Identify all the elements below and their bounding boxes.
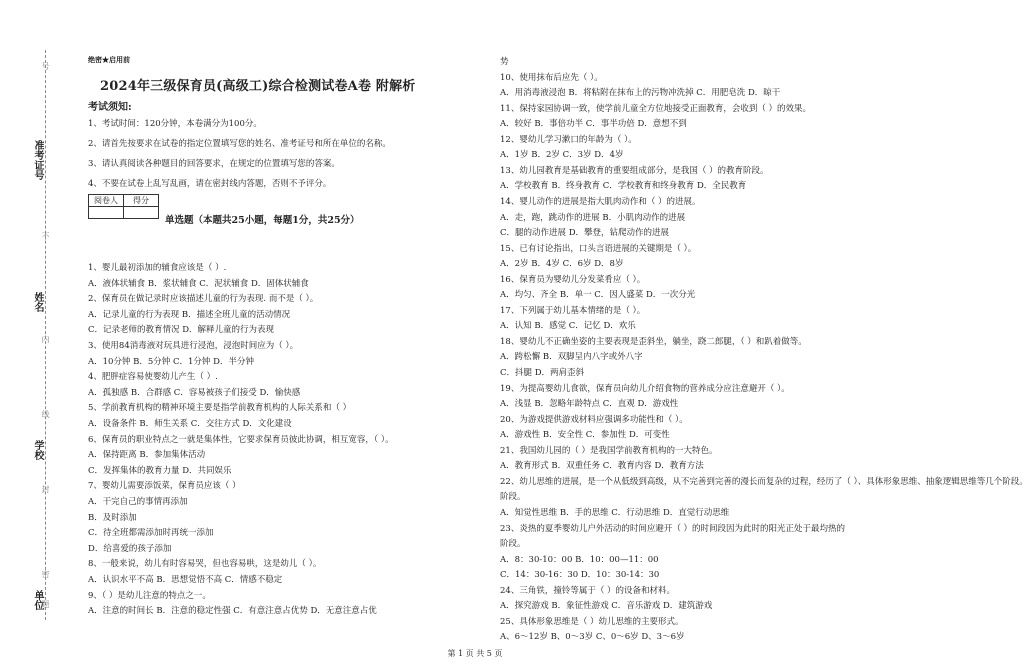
notice-heading: 考试须知:: [88, 102, 132, 113]
binding-label-unit: 单位: [32, 590, 43, 610]
question-line: 阶段。: [500, 492, 526, 503]
question-line: A．探究游戏 B．象征性游戏 C．音乐游戏 D．建筑游戏: [500, 601, 713, 612]
question-line: 1、婴儿最初添加的辅食应该是（ ）.: [88, 263, 227, 273]
notice-item: 4、不要在试卷上乱写乱画，请在密封线内答题，否则不予评分。: [88, 179, 332, 189]
question-line: 20、为游戏提供游戏材料应强调多功能性和（ ）。: [500, 414, 688, 425]
question-line: A．认识水平不高 B．思想觉悟不高 C．情感不稳定: [88, 575, 283, 585]
question-line: A．跨松懈 B．双脚呈内八字或外八字: [500, 352, 643, 363]
question-line: 15、已有讨论指出，口头言语进展的关键期是（ ）。: [500, 243, 697, 254]
question-line: 5、学前教育机构的精神环境主要是指学前教育机构的人际关系和（ ）: [88, 403, 352, 414]
question-line: A．1岁 B．2岁 C．3岁 D．4岁: [500, 150, 624, 161]
question-line: A．浅显 B．忽略年龄特点 C．直观 D．游戏性: [500, 399, 679, 410]
question-line: A．用消毒液浸泡 B．将粘附在抹布上的污物冲洗掉 C．用肥皂洗 D．晾干: [500, 88, 781, 99]
question-line: 7、婴幼儿需要添饭菜，保育员应该（ ）: [88, 481, 241, 492]
question-line: C．待全班都需添加时再统一添加: [88, 528, 214, 539]
question-line: 13、幼儿园教育是基础教育的重要组成部分，是我国（ ）的教育阶段。: [500, 165, 769, 176]
question-line: 25、具体形象思维是（ ）幼儿思维的主要形式。: [500, 616, 684, 627]
question-line: D．给喜爱的孩子添加: [88, 543, 172, 554]
question-line: A．液体状辅食 B．浆状辅食 C．泥状辅食 D．固体状辅食: [88, 278, 309, 289]
question-line: A．设备条件 B．师生关系 C．交往方式 D．文化建设: [88, 419, 292, 429]
question-line: 10、使用抹布后应先（ ）。: [500, 72, 603, 83]
question-line: 16、保育员为婴幼儿分发菜肴应（ ）。: [500, 274, 646, 285]
question-line: 11、保持家园协调一致，使学前儿童全方位地接受正面教育，会收到（ ）的效果。: [500, 103, 812, 114]
binding-mark: 密: [41, 570, 50, 578]
question-line: A．认知 B．感觉 C．记忆 D．欢乐: [500, 321, 636, 332]
question-line: A．教育形式 B．双重任务 C．教育内容 D．教育方法: [500, 461, 704, 472]
question-line: C．14：30-16：30 D．10：30-14：30: [500, 570, 660, 581]
question-line: 21、我国幼儿园的（ ）是我国学前教育机构的一大特色。: [500, 445, 718, 456]
binding-mark: 封: [41, 485, 50, 493]
binding-mark: 线: [41, 410, 50, 418]
binding-mark: 内: [41, 335, 50, 343]
question-line: 8、一般来说，幼儿有时容易哭，但也容易哄，这是幼儿（ ）。: [88, 559, 322, 570]
question-line: 4、肥胖症容易使婴幼儿产生（ ）.: [88, 372, 218, 383]
question-line: 6、保育员的职业特点之一就是集体性，它要求保育员彼此协调，相互宽容，（ ）。: [88, 434, 394, 445]
question-line: A．保持距离 B．参加集体活动: [88, 450, 206, 461]
question-line: 14、婴儿动作的进展是指大肌肉动作和（ ）的进展。: [500, 196, 701, 207]
question-line: 17、下列属于幼儿基本情绪的是（ ）。: [500, 305, 646, 316]
binding-label-exam-number: 准考证号: [32, 140, 43, 180]
question-line: 3、使用84消毒液对玩具进行浸泡，浸泡时间应为（ ）。: [88, 341, 299, 351]
question-line: A．2岁 B．4岁 C．6岁 D．8岁: [500, 259, 624, 270]
score-table-grader: 阅卷人: [89, 195, 124, 207]
question-line: C．抖腿 D．两肩歪斜: [500, 368, 585, 378]
page-title: 2024年三级保育员(高级工)综合检测试卷A卷 附解析: [100, 79, 416, 94]
question-line: A．注意的时间长 B．注意的稳定性强 C．有意注意占优势 D．无意注意占优: [88, 606, 377, 617]
question-line: A．知觉性思维 B．手的思维 C．行动思维 D．直觉行动思维: [500, 507, 730, 518]
question-line: 9、（ ）是幼儿注意的特点之一。: [88, 590, 211, 601]
question-line: A．孤独感 B．合群感 C．容易被孩子们接受 D．愉快感: [88, 387, 301, 398]
question-line: 18、婴幼儿不正确坐姿的主要表现是歪斜坐，躺坐，跷二郎腿，（ ）和趴着做等。: [500, 336, 807, 347]
notice-item: 3、请认真阅读各种题目的回答要求，在规定的位置填写您的答案。: [88, 159, 340, 169]
score-table: [88, 194, 159, 219]
question-line: A、6～12岁 B、0～3岁 C、0～6岁 D、3～6岁: [500, 632, 685, 643]
question-line: 23、炎热的夏季婴幼儿户外活动的时间应避开（ ）的时间段因为此时的阳光正处于最均热的: [500, 523, 846, 534]
score-table-cell[interactable]: [124, 207, 159, 219]
question-line: 12、婴幼儿学习漱口的年龄为（ ）。: [500, 134, 637, 145]
question-line: A．走，跑，跳动作的进展 B．小肌肉动作的进展: [500, 212, 686, 223]
question-line: A．较好 B．事倍功半 C．事半功倍 D．意想不到: [500, 119, 687, 130]
question-line: 2、保育员在做记录时应该描述儿童的行为表现. 而不是（ ）。: [88, 294, 319, 305]
binding-mark: 题: [41, 600, 50, 608]
notice-item: 2、请首先按要求在试卷的指定位置填写您的姓名、准考证号和所在单位的名称。: [88, 139, 391, 149]
question-line: A．干完自己的事情再添加: [88, 497, 188, 507]
question-line: 24、三角铁，撞铃等属于（ ）的设备和材料。: [500, 585, 676, 596]
secret-mark: 绝密★启用前: [88, 55, 130, 64]
question-line: C．记录老师的教育情况 D．解释儿童的行为表现: [88, 325, 275, 336]
binding-mark: 号: [41, 62, 50, 70]
question-line: B．及时添加: [88, 512, 137, 523]
section-title: 单选题（本题共25小题，每题1分，共25分）: [165, 215, 360, 226]
question-line: A．均匀、齐全 B．单一 C．因人盛菜 D．一次分光: [500, 290, 696, 301]
binding-label-school: 学校: [32, 440, 43, 460]
question-line: A．8：30-10：00 B．10：00—11：00: [500, 554, 659, 565]
score-table-cell[interactable]: [89, 207, 124, 219]
question-line: A．10分钟 B．5分钟 C．1分钟 D．半分钟: [88, 356, 254, 367]
question-line: 阶段。: [500, 539, 526, 550]
question-line: 22、幼儿思维的进展，是一个从低级到高级，从不完善到完善的漫长而复杂的过程，经历了（ ）、具体形象思维、抽象逻辑思维等几个阶段。: [500, 476, 1028, 487]
binding-mark: 不: [41, 232, 50, 240]
question-line: A．游戏性 B．安全性 C．参加性 D．可变性: [500, 430, 670, 441]
score-table-score: 得分: [124, 195, 159, 207]
question-line: A．学校教育 B．终身教育 C．学校教育和终身教育 D．全民教育: [500, 181, 747, 192]
page-footer: 第 1 页 共 5 页: [447, 649, 503, 658]
question-line: C．发挥集体的教育力量 D．共同娱乐: [88, 465, 232, 476]
question-line: A．记录儿童的行为表现 B．描述全班儿童的活动情况: [88, 309, 291, 320]
binding-label-name: 姓名: [32, 292, 43, 312]
notice-item: 1、考试时间：120分钟，本卷满分为100分。: [88, 119, 262, 129]
question-line: 19、为提高婴幼儿食欲，保育员向幼儿介绍食物的营养成分应注意避开（ ）。: [500, 383, 790, 394]
question-line: C．腿的动作进展 D．攀登，钻爬动作的进展: [500, 228, 670, 239]
question-line: 势: [500, 57, 509, 67]
